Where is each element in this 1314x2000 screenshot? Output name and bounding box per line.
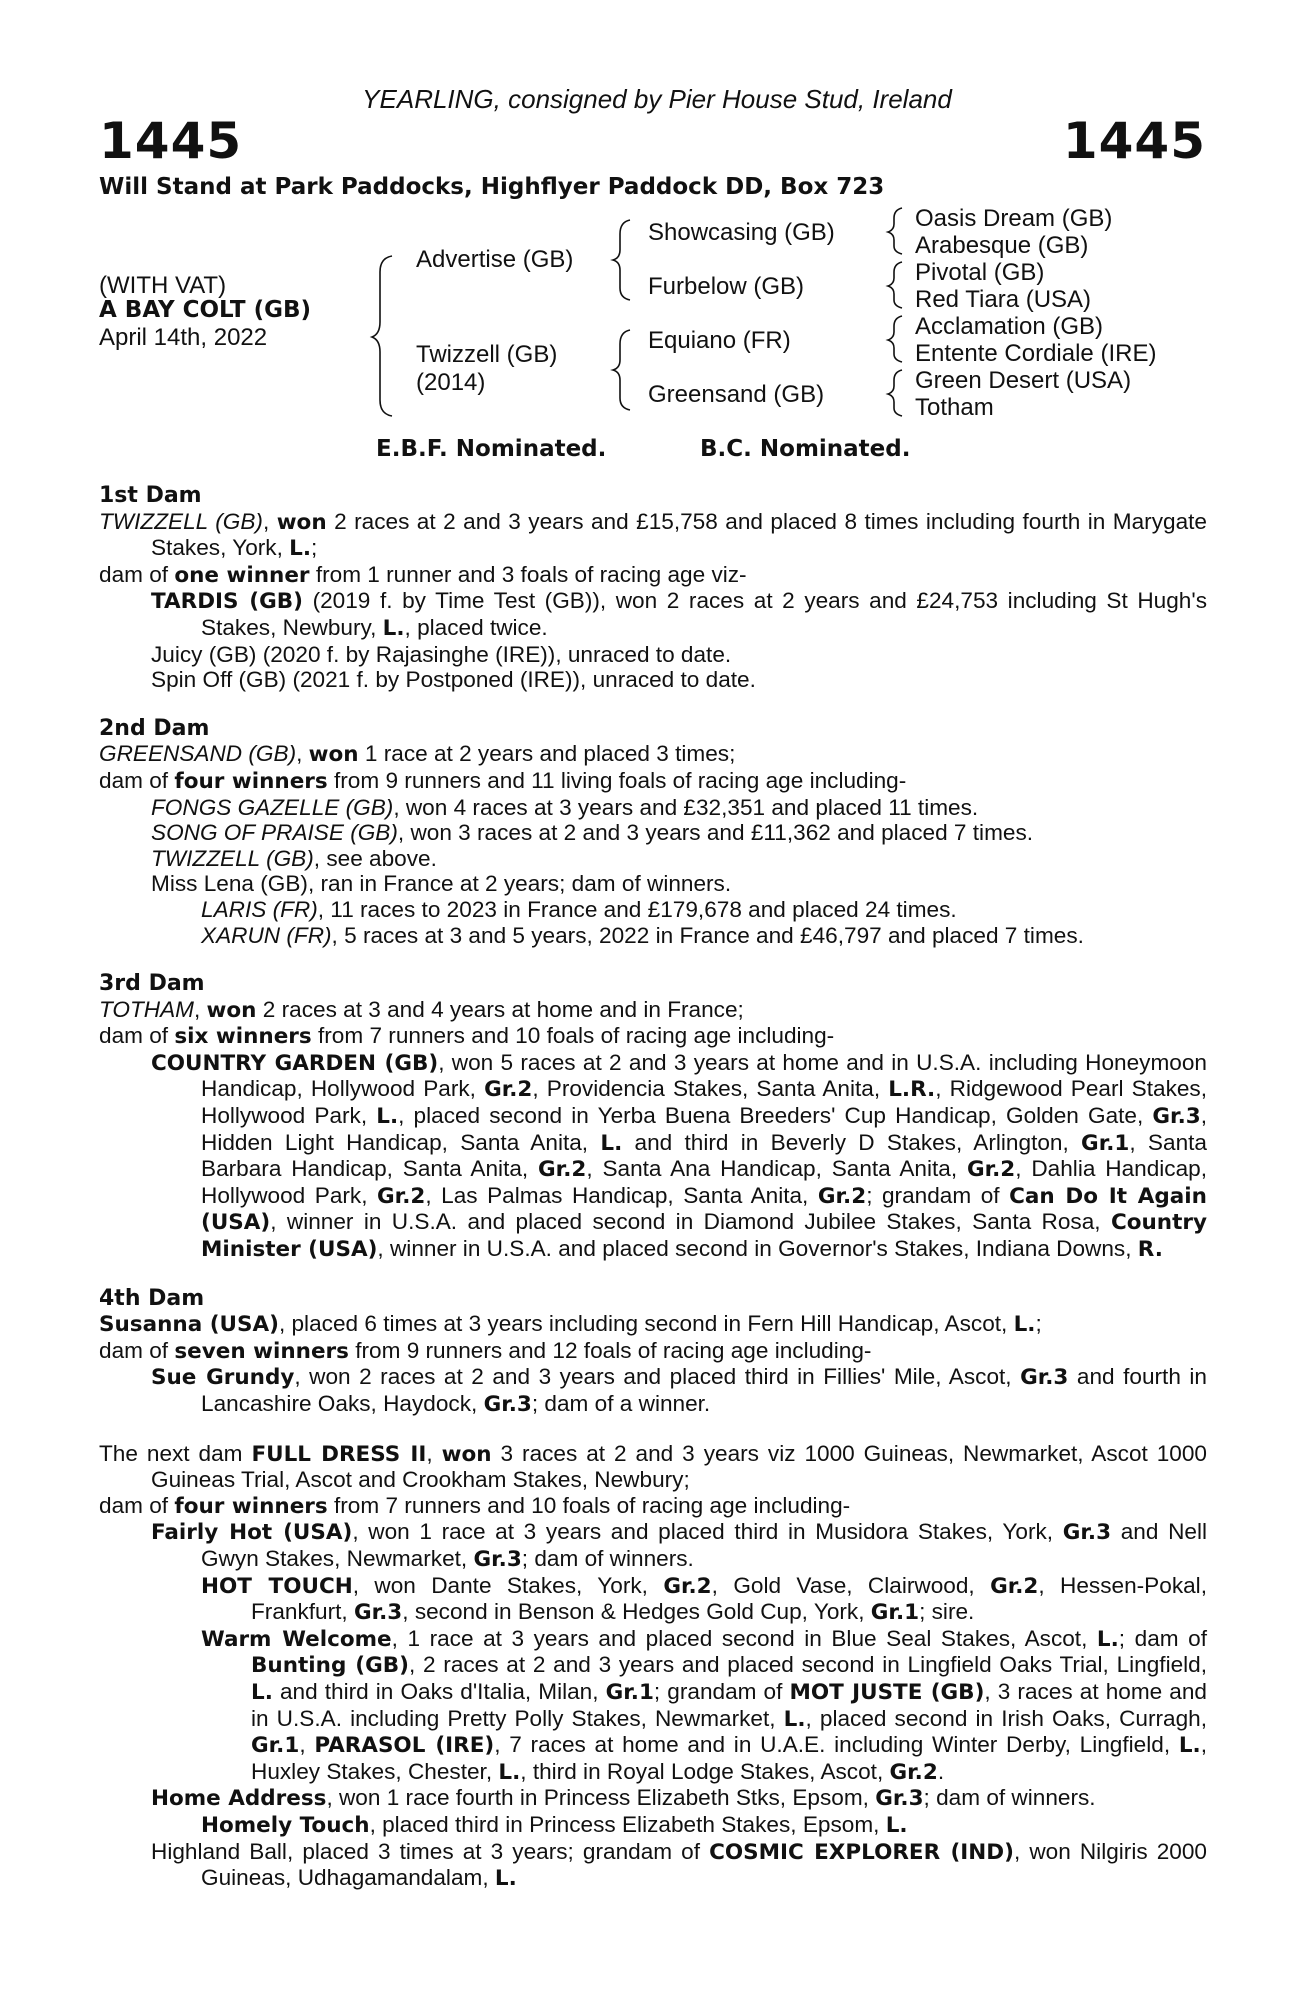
- ancestor-5: Acclamation (GB): [915, 313, 1104, 340]
- vat-note: (WITH VAT): [99, 272, 227, 299]
- produce-miss-lena: Miss Lena (GB), ran in France at 2 years; dam of winners.: [151, 871, 732, 897]
- dam-dam: Greensand (GB): [648, 381, 825, 408]
- produce-fongs-gazelle: FONGS GAZELLE (GB), won 4 races at 3 years and £32,351 and placed 11 times.: [151, 794, 979, 820]
- dam-name: Twizzell (GB): [416, 341, 558, 368]
- horse-name: A BAY COLT (GB): [99, 297, 312, 323]
- produce-juicy: Juicy (GB) (2020 f. by Rajasinghe (IRE)), unraced to date.: [151, 641, 732, 667]
- ancestor-1: Oasis Dream (GB): [915, 205, 1113, 232]
- produce-xarun: XARUN (FR), 5 races at 3 and 5 years, 2022 in France and £46,797 and placed 7 times.: [201, 922, 1084, 948]
- third-dam-entry: TOTHAM, won 2 races at 3 and 4 years at home and in France;: [99, 996, 744, 1023]
- produce-highland-ball: Highland Ball, placed 3 times at 3 years; grandam of COSMIC EXPLORER (IND), won Nilgiris 2000 Guineas, Udhagamandalam, L.: [151, 1838, 1207, 1892]
- second-dam-heading: 2nd Dam: [99, 715, 210, 741]
- produce-warm-welcome: Warm Welcome, 1 race at 3 years and placed second in Blue Seal Stakes, Ascot, L.; dam of Bunting (GB), 2 races at 2 and 3 years and placed second in Lingfield Oaks Trial, Lingfield, L. and third in Oaks d'Italia, Milan, Gr.1; grandam of MOT JUSTE (GB), 3 races at home and in U.S.A. including Pretty Polly Stakes, Newmarket, L., placed second in Irish Oaks, Curragh, Gr.1, PARASOL (IRE), 7 races at home and in U.A.E. including Winter Derby, Lingfield, L., Huxley Stakes, Chester, L., third in Royal Lodge Stakes, Ascot, Gr.2.: [201, 1625, 1208, 1785]
- second-dam-produce-summary: dam of four winners from 9 runners and 11 living foals of racing age including-: [99, 767, 907, 794]
- ancestor-8: Totham: [915, 394, 994, 421]
- pedigree-body: [99, 483, 1207, 1892]
- ancestor-7: Green Desert (USA): [915, 367, 1132, 394]
- ancestor-3: Pivotal (GB): [915, 259, 1045, 286]
- ancestor-4: Red Tiara (USA): [915, 286, 1092, 313]
- produce-song-of-praise: SONG OF PRAISE (GB), won 3 races at 2 and 3 years and £11,362 and placed 7 times.: [151, 820, 1034, 846]
- sire-sire: Showcasing (GB): [648, 219, 835, 246]
- second-dam-entry: GREENSAND (GB), won 1 race at 2 years and placed 3 times;: [99, 741, 736, 768]
- lot-number-left: 1445: [99, 112, 243, 170]
- first-dam-heading: 1st Dam: [99, 483, 202, 508]
- third-dam-produce-summary: dam of six winners from 7 runners and 10 foals of racing age including-: [99, 1023, 835, 1050]
- produce-laris: LARIS (FR), 11 races to 2023 in France and £179,678 and placed 24 times.: [201, 896, 957, 922]
- consignor-line: YEARLING, consigned by Pier House Stud, Ireland: [362, 84, 952, 114]
- produce-homely-touch: Homely Touch, placed third in Princess Elizabeth Stakes, Epsom, L.: [201, 1811, 908, 1838]
- ancestor-6: Entente Cordiale (IRE): [915, 340, 1157, 367]
- produce-hot-touch: HOT TOUCH, won Dante Stakes, York, Gr.2, Gold Vase, Clairwood, Gr.2, Hessen-Pokal, Frankfurt, Gr.3, second in Benson & Hedges Gold Cup, York, Gr.1; sire.: [201, 1572, 1207, 1626]
- produce-sue-grundy: Sue Grundy, won 2 races at 2 and 3 years and placed third in Fillies' Mile, Ascot, Gr.3 and fourth in Lancashire Oaks, Haydock, Gr.3; dam of a winner.: [151, 1364, 1207, 1417]
- ancestor-2: Arabesque (GB): [915, 232, 1089, 259]
- foaling-date: April 14th, 2022: [99, 324, 268, 351]
- fourth-dam-heading: 4th Dam: [99, 1285, 205, 1311]
- fourth-dam-entry: Susanna (USA), placed 6 times at 3 years including second in Fern Hill Handicap, Ascot, L.;: [99, 1311, 1042, 1338]
- bc-nomination: B.C. Nominated.: [700, 436, 911, 462]
- first-dam-produce-summary: dam of one winner from 1 runner and 3 foals of racing age viz-: [99, 561, 747, 588]
- produce-country-garden: COUNTRY GARDEN (GB), won 5 races at 2 and 3 years at home and in U.S.A. including Honeymoon Handicap, Hollywood Park, Gr.2, Providencia Stakes, Santa Anita, L.R., Ridgewood Pearl Stakes, Hollywood Park, L., placed second in Yerba Buena Breeders' Cup Handicap, Golden Gate, Gr.3, Hidden Light Handicap, Santa Anita, L. and third in Beverly D Stakes, Arlington, Gr.1, Santa Barbara Handicap, Santa Anita, Gr.2, Santa Ana Handicap, Santa Anita, Gr.2, Dahlia Handicap, Hollywood Park, Gr.2, Las Palmas Handicap, Santa Anita, Gr.2; grandam of Can Do It Again (USA), winner in U.S.A. and placed second in Diamond Jubilee Stakes, Santa Rosa, Country Minister (USA), winner in U.S.A. and placed second in Governor's Stakes, Indiana Downs, R.: [151, 1049, 1208, 1263]
- produce-fairly-hot: Fairly Hot (USA), won 1 race at 3 years and placed third in Musidora Stakes, York, Gr.3 and Nell Gwyn Stakes, Newmarket, Gr.3; dam of winners.: [151, 1519, 1207, 1572]
- third-dam-heading: 3rd Dam: [99, 971, 205, 997]
- fourth-dam-produce-summary: dam of seven winners from 9 runners and 12 foals of racing age including-: [99, 1337, 872, 1364]
- first-dam-entry: TWIZZELL (GB), won 2 races at 2 and 3 years and £15,758 and placed 8 times including fourth in Marygate Stakes, York, L.;: [99, 508, 1207, 562]
- stand-location: Will Stand at Park Paddocks, Highflyer Paddock DD, Box 723: [99, 174, 885, 200]
- sire-name: Advertise (GB): [416, 246, 574, 273]
- sire-dam: Furbelow (GB): [648, 273, 805, 300]
- produce-twizzell: TWIZZELL (GB), see above.: [151, 845, 437, 871]
- dam-year: (2014): [416, 369, 486, 396]
- ebf-nomination: E.B.F. Nominated.: [376, 436, 607, 462]
- lot-number-right: 1445: [1062, 112, 1206, 170]
- produce-tardis: TARDIS (GB) (2019 f. by Time Test (GB)), won 2 races at 2 years and £24,753 including St Hugh's Stakes, Newbury, L., placed twice.: [151, 588, 1207, 641]
- next-dam-entry: The next dam FULL DRESS II, won 3 races at 2 and 3 years viz 1000 Guineas, Newmarket, Ascot 1000 Guineas Trial, Ascot and Crookham Stakes, Newbury;: [99, 1440, 1207, 1493]
- produce-home-address: Home Address, won 1 race fourth in Princess Elizabeth Stks, Epsom, Gr.3; dam of winners.: [151, 1785, 1096, 1812]
- produce-spin-off: Spin Off (GB) (2021 f. by Postponed (IRE)), unraced to date.: [151, 667, 756, 693]
- dam-sire: Equiano (FR): [648, 327, 791, 354]
- next-dam-produce-summary: dam of four winners from 7 runners and 10 foals of racing age including-: [99, 1492, 851, 1519]
